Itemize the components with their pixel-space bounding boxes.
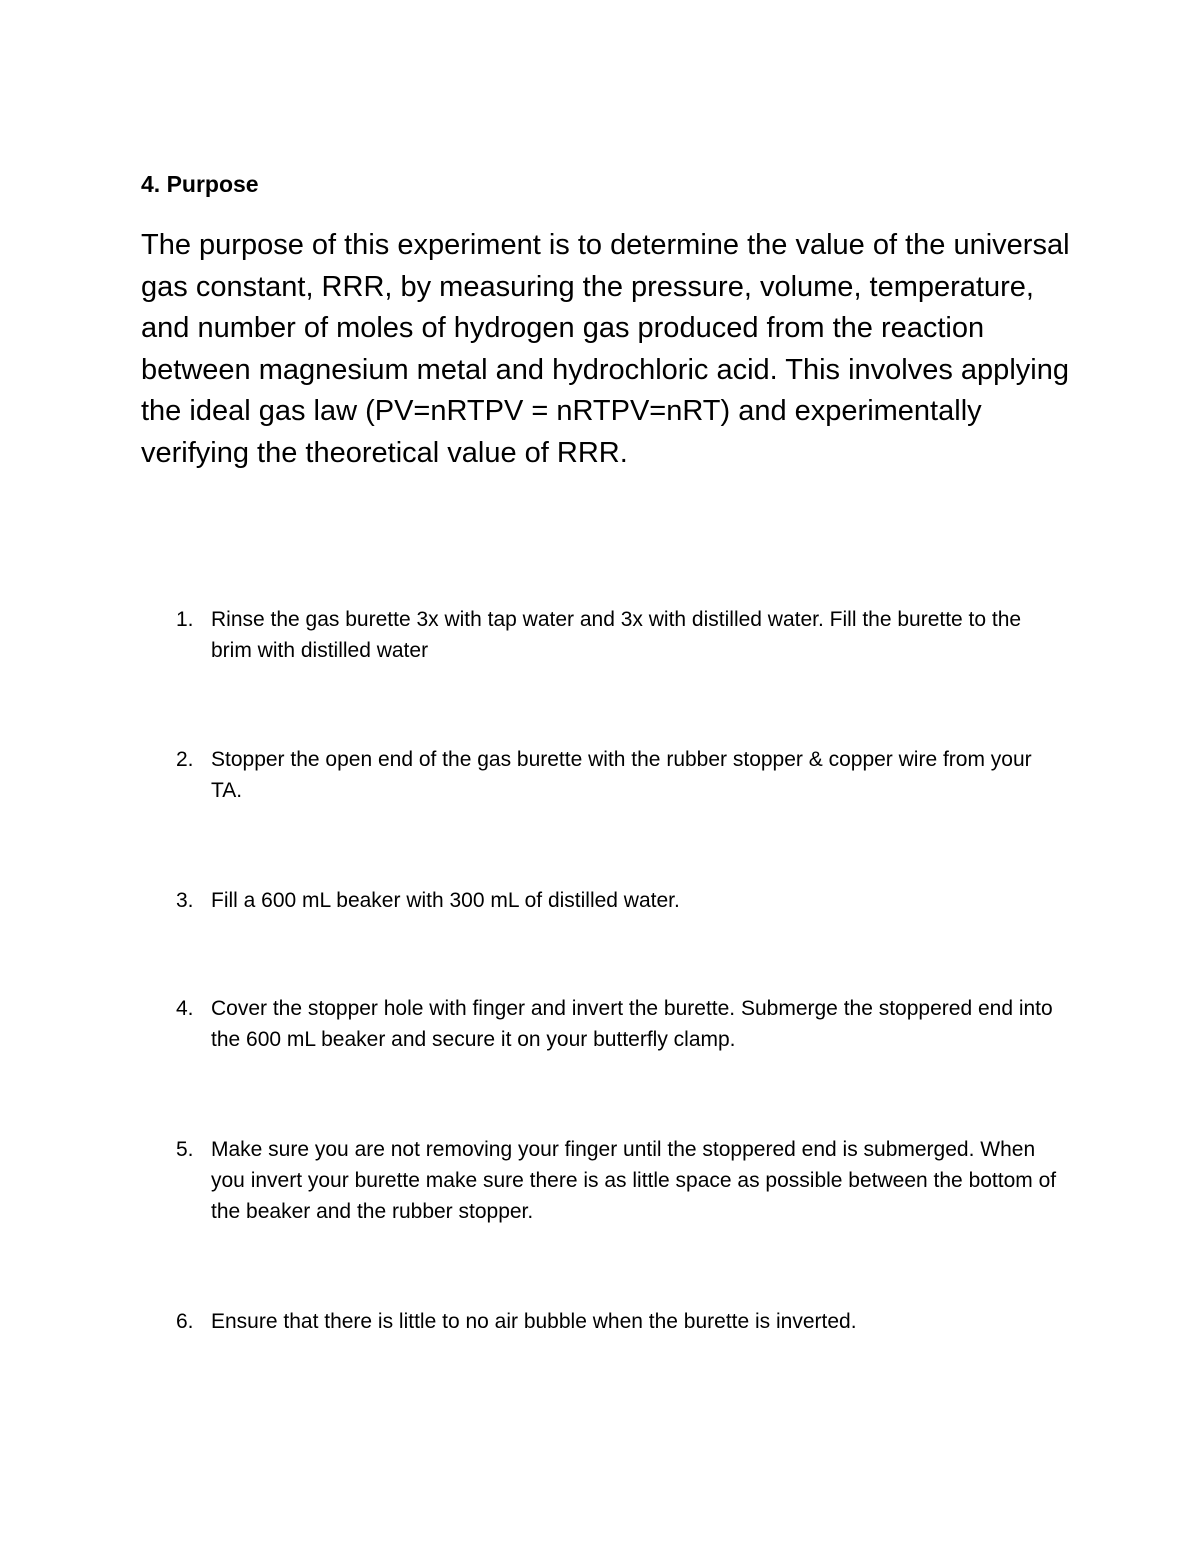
step-number: 1. bbox=[176, 608, 194, 631]
step-number: 4. bbox=[176, 997, 194, 1020]
section-heading: 4. Purpose bbox=[141, 171, 259, 197]
step-text: Cover the stopper hole with finger and invert the burette. Submerge the stoppered end into the 600 mL beaker and secure it on your butterfly clamp. bbox=[211, 997, 1053, 1051]
step-number: 3. bbox=[176, 889, 194, 912]
step-text: Fill a 600 mL beaker with 300 mL of distilled water. bbox=[211, 889, 680, 912]
step-number: 5. bbox=[176, 1138, 194, 1161]
step-text: Rinse the gas burette 3x with tap water and 3x with distilled water. Fill the burette to the brim with distilled water bbox=[211, 608, 1022, 662]
step-text: Ensure that there is little to no air bubble when the burette is inverted. bbox=[211, 1310, 857, 1333]
purpose-paragraph: The purpose of this experiment is to determine the value of the universal gas constant, RRR, by measuring the pressure, volume, temperature, and number of moles of hydrogen gas produced from the reaction between magnesium metal and hydrochloric acid. This involves applying the ideal gas law (PV=nRTPV = nRTPV=nRT) and experimentally verifying the theoretical value of RRR. bbox=[141, 229, 1070, 469]
step-text: Make sure you are not removing your finger until the stoppered end is submerged. When you invert your burette make sure there is as little space as possible between the bottom of the beaker and the rubber stopper. bbox=[211, 1138, 1057, 1223]
step-text: Stopper the open end of the gas burette with the rubber stopper & copper wire from your TA. bbox=[211, 748, 1032, 802]
step-number: 2. bbox=[176, 748, 194, 771]
step-number: 6. bbox=[176, 1310, 194, 1333]
